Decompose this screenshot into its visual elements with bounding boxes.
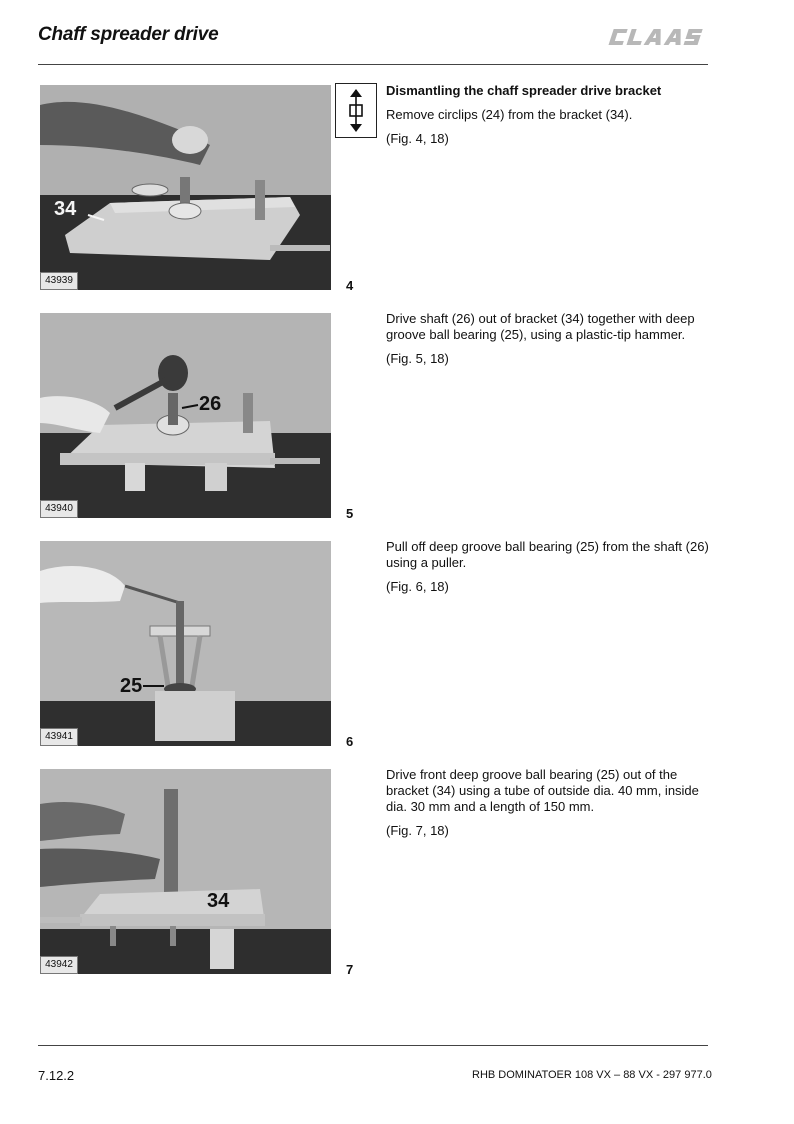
- document-reference: RHB DOMINATOER 108 VX – 88 VX - 297 977.0: [472, 1069, 712, 1081]
- section-2-text: [386, 311, 716, 375]
- photo-illustration: [40, 769, 331, 974]
- figure-reference: (Fig. 5, 18): [386, 351, 449, 366]
- photo-illustration: [40, 313, 331, 518]
- figure-reference: (Fig. 7, 18): [386, 823, 449, 838]
- section-1-text: [386, 83, 716, 155]
- footer-rule: [38, 1045, 708, 1046]
- section-heading: Dismantling the chaff spreader drive bracket: [386, 83, 662, 98]
- photo-illustration: [40, 541, 331, 746]
- photo-id: 43940: [40, 500, 78, 518]
- photo-illustration: [40, 85, 331, 290]
- figure-number: 7: [346, 962, 354, 977]
- figure-photo-6: [40, 541, 331, 746]
- dismantle-arrows-icon: [335, 83, 377, 138]
- instruction-text: Remove circlips (24) from the bracket (34).: [386, 107, 633, 122]
- figure-photo-4: [40, 85, 331, 290]
- callout-label: 26: [199, 393, 222, 415]
- page-number: 7.12.2: [38, 1068, 75, 1083]
- section-4-text: [386, 767, 716, 847]
- page-title: Chaff spreader drive: [38, 24, 219, 45]
- figure-number: 4: [346, 278, 354, 293]
- figure-number: 6: [346, 734, 354, 749]
- instruction-text: Drive shaft (26) out of bracket (34) together with deep groove ball bearing (25), using a plastic-tip hammer.: [386, 311, 695, 342]
- figure-photo-5: [40, 313, 331, 518]
- photo-id: 43941: [40, 728, 78, 746]
- header-rule: [38, 64, 708, 65]
- figure-photo-7: [40, 769, 331, 974]
- callout-label: 34: [54, 198, 77, 220]
- claas-logo-icon: [606, 25, 708, 49]
- section-3-text: [386, 539, 716, 603]
- instruction-text: Drive front deep groove ball bearing (25) out of the bracket (34) using a tube of outside dia. 40 mm, inside dia. 30 mm and a length of 150 mm.: [386, 767, 699, 814]
- figure-reference: (Fig. 6, 18): [386, 579, 449, 594]
- figure-number: 5: [346, 506, 354, 521]
- photo-id: 43942: [40, 956, 78, 974]
- instruction-text: Pull off deep groove ball bearing (25) from the shaft (26) using a puller.: [386, 539, 709, 570]
- photo-id: 43939: [40, 272, 78, 290]
- callout-label: 34: [207, 890, 230, 912]
- callout-label: 25: [120, 675, 143, 697]
- figure-reference: (Fig. 4, 18): [386, 131, 449, 146]
